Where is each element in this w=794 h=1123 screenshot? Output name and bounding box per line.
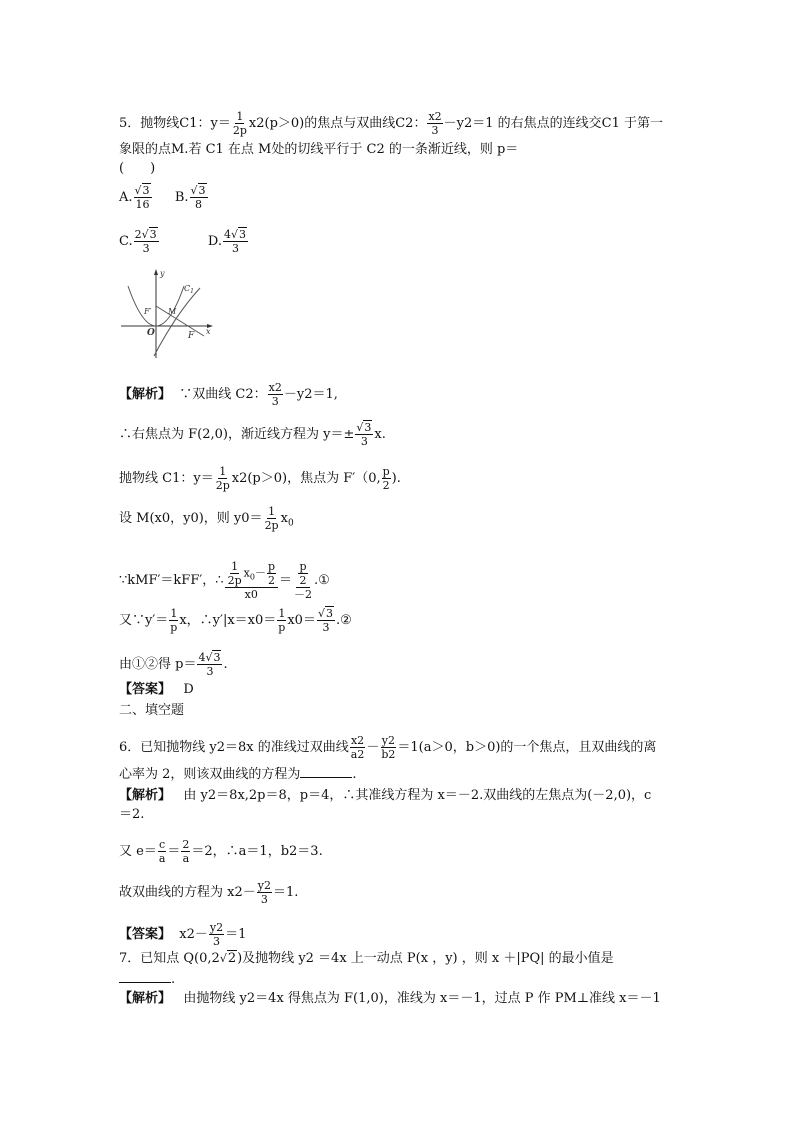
fraction: $\frac{1}{2p}$ [264,505,279,532]
sol5-line7: 由①②得 p＝ $\frac{4√3}{3}$ . [119,651,228,678]
focus-line [156,306,204,336]
sol5-answer [119,681,194,699]
y-axis-arrow [154,269,158,275]
sol5-line4: 设 M(x0，y0)，则 y0＝ $\frac{1}{2p}$ $x_0$ [119,505,294,532]
sqrt-sign: √ [231,228,239,241]
q5-line3: ( ) [119,161,156,176]
option-b-label: B. [174,190,189,205]
q5-text: 5．抛物线C1：y＝ [119,116,231,131]
denominator: 3 [431,124,439,137]
q7-line1: 7．已知点 Q(0,2√2)及抛物线 y2 ＝4x 上一动点 P(x ，y) ，则 x ＋|PQ| 的最小值是 [119,951,614,966]
fraction: $\frac{1}{p}$ [278,607,286,634]
slope-fraction-right: $\frac{\frac{p}{2}}{-2}$ [294,560,312,601]
option-d-label: D. [207,234,223,249]
q6-line2: 心率为 2，则该双曲线的方程为 . [119,767,357,782]
sol6-answer: 【答案】 x2－ $\frac{y2}{3}$ ＝1 [119,921,247,948]
fraction: $\frac{√3}{3}$ [317,607,333,634]
curve-c1-label: $C_1$ [184,284,194,295]
fraction: $\frac{4√3}{3}$ [198,651,221,678]
q7-line2: . [119,970,175,989]
fraction: $\frac{1}{2p}$ [215,465,230,492]
analysis-tag: 【解析】 [119,991,172,1006]
option-b-value: $\frac{√3}{8}$ [190,184,206,211]
sqrt-expression: √2 [219,951,237,966]
sqrt-sign: √ [134,184,142,197]
numerator: 1 [236,110,244,123]
sqrt-sign: √ [356,421,364,434]
option-d-value: $\frac{4√3}{3}$ [224,228,247,255]
q5-text: x2(p＞0)的焦点与双曲线C2： [248,116,427,131]
sqrt-sign: √ [219,952,227,965]
q5-text: －y2＝1 的右焦点的连线交C1 于第一 [443,116,664,131]
point-m-label: M [168,307,177,316]
option-a-label: A. [119,190,133,205]
numerator: x2 [428,110,442,123]
sol5-line1: 【解析】 ∵双曲线 C2： $\frac{x2}{3}$ －y2＝1, [119,381,338,408]
section-title: 二、填空题 [119,703,185,718]
sol7-line1: 【解析】 由抛物线 y2＝4x 得焦点为 F(1,0)，准线为 x＝－1，过点 P 作 PM⊥准线 x＝－1 [119,991,661,1006]
x-axis-label: x [206,327,211,336]
fraction: $\frac{√3}{3}$ [356,421,372,448]
answer-blank [119,970,171,983]
sol5-line6: 又∵y′＝ $\frac{1}{p}$ x，∴y′|x＝x0＝ $\frac{1}{p}$ x0＝ $\frac{√3}{3}$ .② [119,607,352,634]
answer-value: D [183,682,194,697]
focus-f-label: F [188,331,195,341]
q5-line2: 象限的点M.若 C1 在点 M处的切线平行于 C2 的一条渐近线，则 p＝ [119,142,519,157]
sol5-line3: 抛物线 C1：y＝ $\frac{1}{2p}$ x2(p＞0)，焦点为 F′（0, $\frac{p}{2}$ ). [119,465,401,492]
parabola-hyperbola-figure [118,266,218,360]
fraction: $\frac{1}{p}$ [170,607,178,634]
sol5-line2: ∴右焦点为 F(2,0)，渐近线方程为 y＝± $\frac{√3}{3}$ x. [119,421,386,448]
hyperbola-curve [154,288,200,356]
denominator: 2p [232,124,247,137]
fraction: $\frac{y2}{b2}$ [381,734,396,761]
q5-options-cd [119,228,249,255]
sol6-line3: 又 e＝ $\frac{c}{a}$ ＝ $\frac{2}{a}$ ＝2，∴a＝1，b2＝3. [119,838,323,865]
sqrt-sign: √ [190,184,198,197]
sqrt-sign: √ [317,607,325,620]
fraction [232,110,248,137]
q5-options-ab [119,184,209,211]
answer-tag: 【答案】 [119,682,172,697]
fraction: $\frac{x2}{3}$ [268,381,282,408]
focus-fprime-label: F′ [144,307,152,316]
option-c-label: C. [119,234,133,249]
fraction: $\frac{y2}{3}$ [209,921,224,948]
slope-fraction: $\frac{1}{2p}$ $x_0-$ $\frac{p}{2}$ x0 [225,560,278,601]
answer-tag: 【答案】 [119,927,172,942]
y-axis-label: y [160,269,165,278]
sol6-line1: 【解析】 由 y2＝8x,2p＝8，p＝4，∴其准线方程为 x＝－2.双曲线的左焦点为(－2,0)，c [119,788,652,803]
answer-blank [300,765,352,778]
sol6-line2: ＝2. [119,807,145,822]
fraction: $\frac{p}{2}$ [382,465,390,492]
fraction: $\frac{2}{a}$ [182,838,190,865]
fraction: $\frac{x2}{a2}$ [350,734,365,761]
q5-line1 [119,110,663,137]
fraction: $\frac{y2}{3}$ [257,879,271,906]
sol6-line4: 故双曲线的方程为 x2－ $\frac{y2}{3}$ ＝1. [119,879,299,906]
fraction [427,110,442,137]
fraction: $\frac{c}{a}$ [158,838,166,865]
option-c-value: $\frac{2√3}{3}$ [134,228,157,255]
sqrt-sign: √ [205,651,213,664]
q6-line1: 6．已知抛物线 y2＝8x 的准线过双曲线 $\frac{x2}{a2}$ － $\frac{y2}{b2}$ ＝1(a＞0，b＞0)的一个焦点，且双曲线的离 [119,734,657,761]
option-a-value: $\frac{√3}{16}$ [134,184,150,211]
analysis-tag: 【解析】 [119,387,172,402]
origin-label: O [147,328,155,338]
sqrt-sign: √ [141,228,149,241]
sol5-line5: ∵kMF′＝kFF′，∴ $\frac{1}{2p}$ $x_0-$ $\frac{p}{2}$ x0 ＝ $\frac{\frac{p}{2}}{-2}$ .① [119,560,330,601]
analysis-tag: 【解析】 [119,788,172,803]
